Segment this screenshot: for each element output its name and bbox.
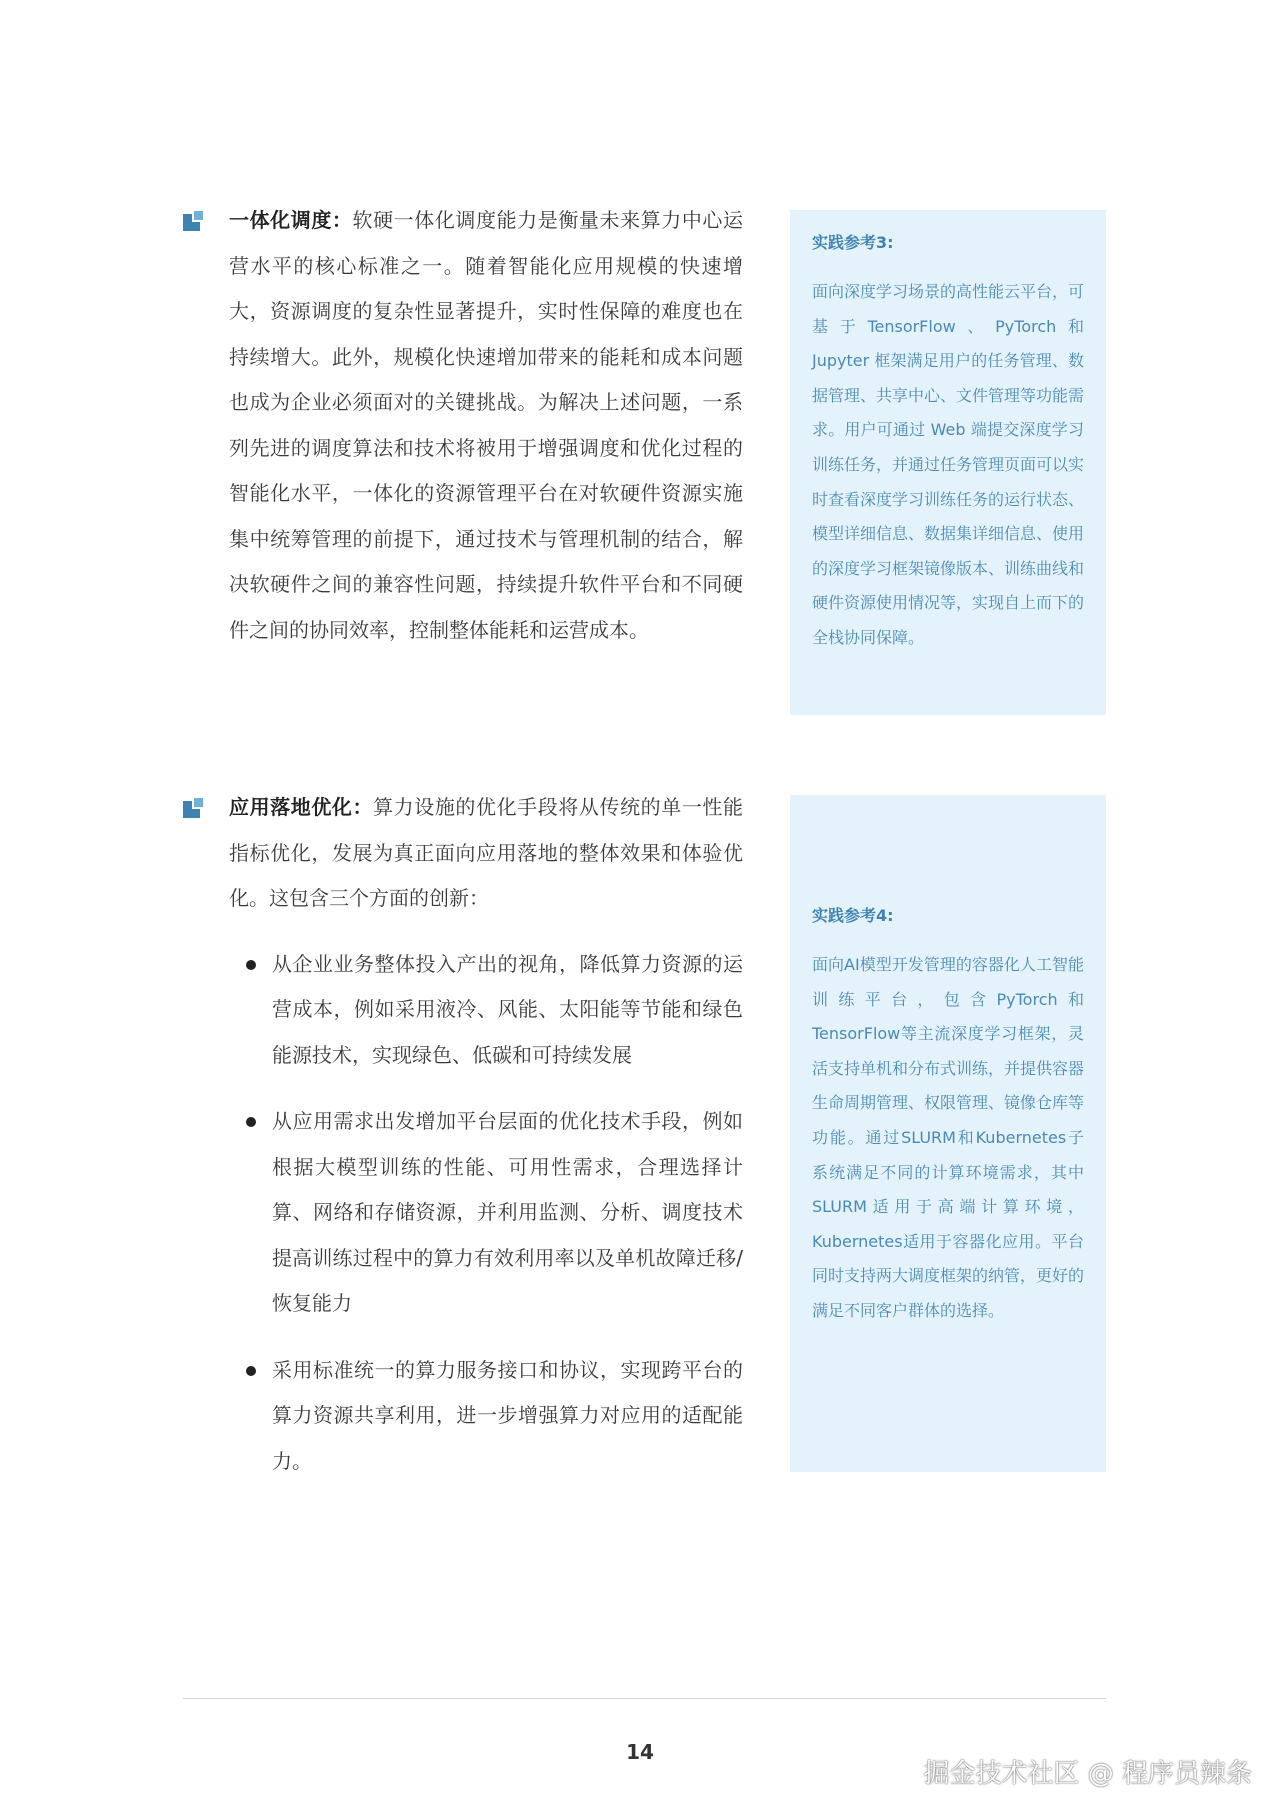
section-2-paragraph bbox=[183, 785, 743, 922]
footer-divider bbox=[183, 1698, 1106, 1699]
list-item-text: 从应用需求出发增加平台层面的优化技术手段，例如根据大模型训练的性能、可用性需求，合理选择计算、网络和存储资源，并利用监测、分析、调度技术提高训练过程中的算力有效利用率以及单机故障迁移/恢复能力 bbox=[272, 1109, 743, 1315]
watermark: 掘金技术社区 @ 程序员辣条 bbox=[923, 1759, 1252, 1789]
list-item-text: 采用标准统一的算力服务接口和协议，实现跨平台的算力资源共享利用，进一步增强算力对应用的适配能力。 bbox=[272, 1357, 743, 1473]
practice-reference-3-text: 面向深度学习场景的高性能云平台，可基于TensorFlow、PyTorch和 Jupyter 框架满足用户的任务管理、数据管理、共享中心、文件管理等功能需求。用户可通过 Web 端提交深度学习训练任务，并通过任务管理页面可以实时查看深度学习训练任务的运行状态、模型详细信息、数据集详细信息、使用的深度学习框架镜像版本、训练曲线和硬件资源使用情况等，实现自上而下的全栈协同保障。 bbox=[812, 282, 1085, 647]
list-item bbox=[272, 942, 743, 1079]
practice-reference-4-text: 面向AI模型开发管理的容器化人工智能训练平台，包含PyTorch和TensorFlow等主流深度学习框架，灵活支持单机和分布式训练，并提供容器生命周期管理、权限管理、镜像仓库等功能。通过SLURM和Kubernetes子系统满足不同的计算环境需求，其中SLURM适用于高端计算环境，Kubernetes适用于容器化应用。平台同时支持两大调度框架的纳管，更好的满足不同客户群体的选择。 bbox=[812, 955, 1085, 1320]
practice-reference-3 bbox=[790, 210, 1106, 715]
list-item bbox=[272, 1348, 743, 1485]
section-2-text bbox=[183, 785, 743, 1505]
bullet-dot-icon bbox=[246, 1366, 256, 1376]
list-item bbox=[272, 1099, 743, 1327]
practice-reference-3-title: 实践参考3: bbox=[812, 233, 894, 252]
section-2-heading: 应用落地优化： bbox=[229, 795, 374, 819]
page-number: 14 bbox=[626, 1740, 654, 1764]
list-item-text: 从企业业务整体投入产出的视角，降低算力资源的运营成本，例如采用液冷、风能、太阳能等节能和绿色能源技术，实现绿色、低碳和可持续发展 bbox=[272, 951, 743, 1067]
innovation-list bbox=[183, 942, 743, 1485]
practice-reference-4 bbox=[790, 795, 1106, 1472]
section-1-heading: 一体化调度： bbox=[229, 208, 353, 232]
section-2-body: 算力设施的优化手段将从传统的单一性能指标优化，发展为真正面向应用落地的整体效果和体验优化。这包含三个方面的创新： bbox=[229, 795, 744, 910]
bullet-dot-icon bbox=[246, 1117, 256, 1127]
section-1-text bbox=[183, 198, 743, 653]
practice-reference-4-title: 实践参考4: bbox=[812, 906, 894, 925]
square-bullet-icon bbox=[183, 798, 203, 818]
square-bullet-icon bbox=[183, 211, 203, 231]
bullet-dot-icon bbox=[246, 960, 256, 970]
section-1-paragraph bbox=[183, 198, 743, 653]
section-1-body: 软硬一体化调度能力是衡量未来算力中心运营水平的核心标准之一。随着智能化应用规模的快速增大，资源调度的复杂性显著提升，实时性保障的难度也在持续增大。此外，规模化快速增加带来的能耗和成本问题也成为企业必须面对的关键挑战。为解决上述问题，一系列先进的调度算法和技术将被用于增强调度和优化过程的智能化水平，一体化的资源管理平台在对软硬件资源实施集中统筹管理的前提下，通过技术与管理机制的结合，解决软硬件之间的兼容性问题，持续提升软件平台和不同硬件之间的协同效率，控制整体能耗和运营成本。 bbox=[229, 208, 743, 642]
